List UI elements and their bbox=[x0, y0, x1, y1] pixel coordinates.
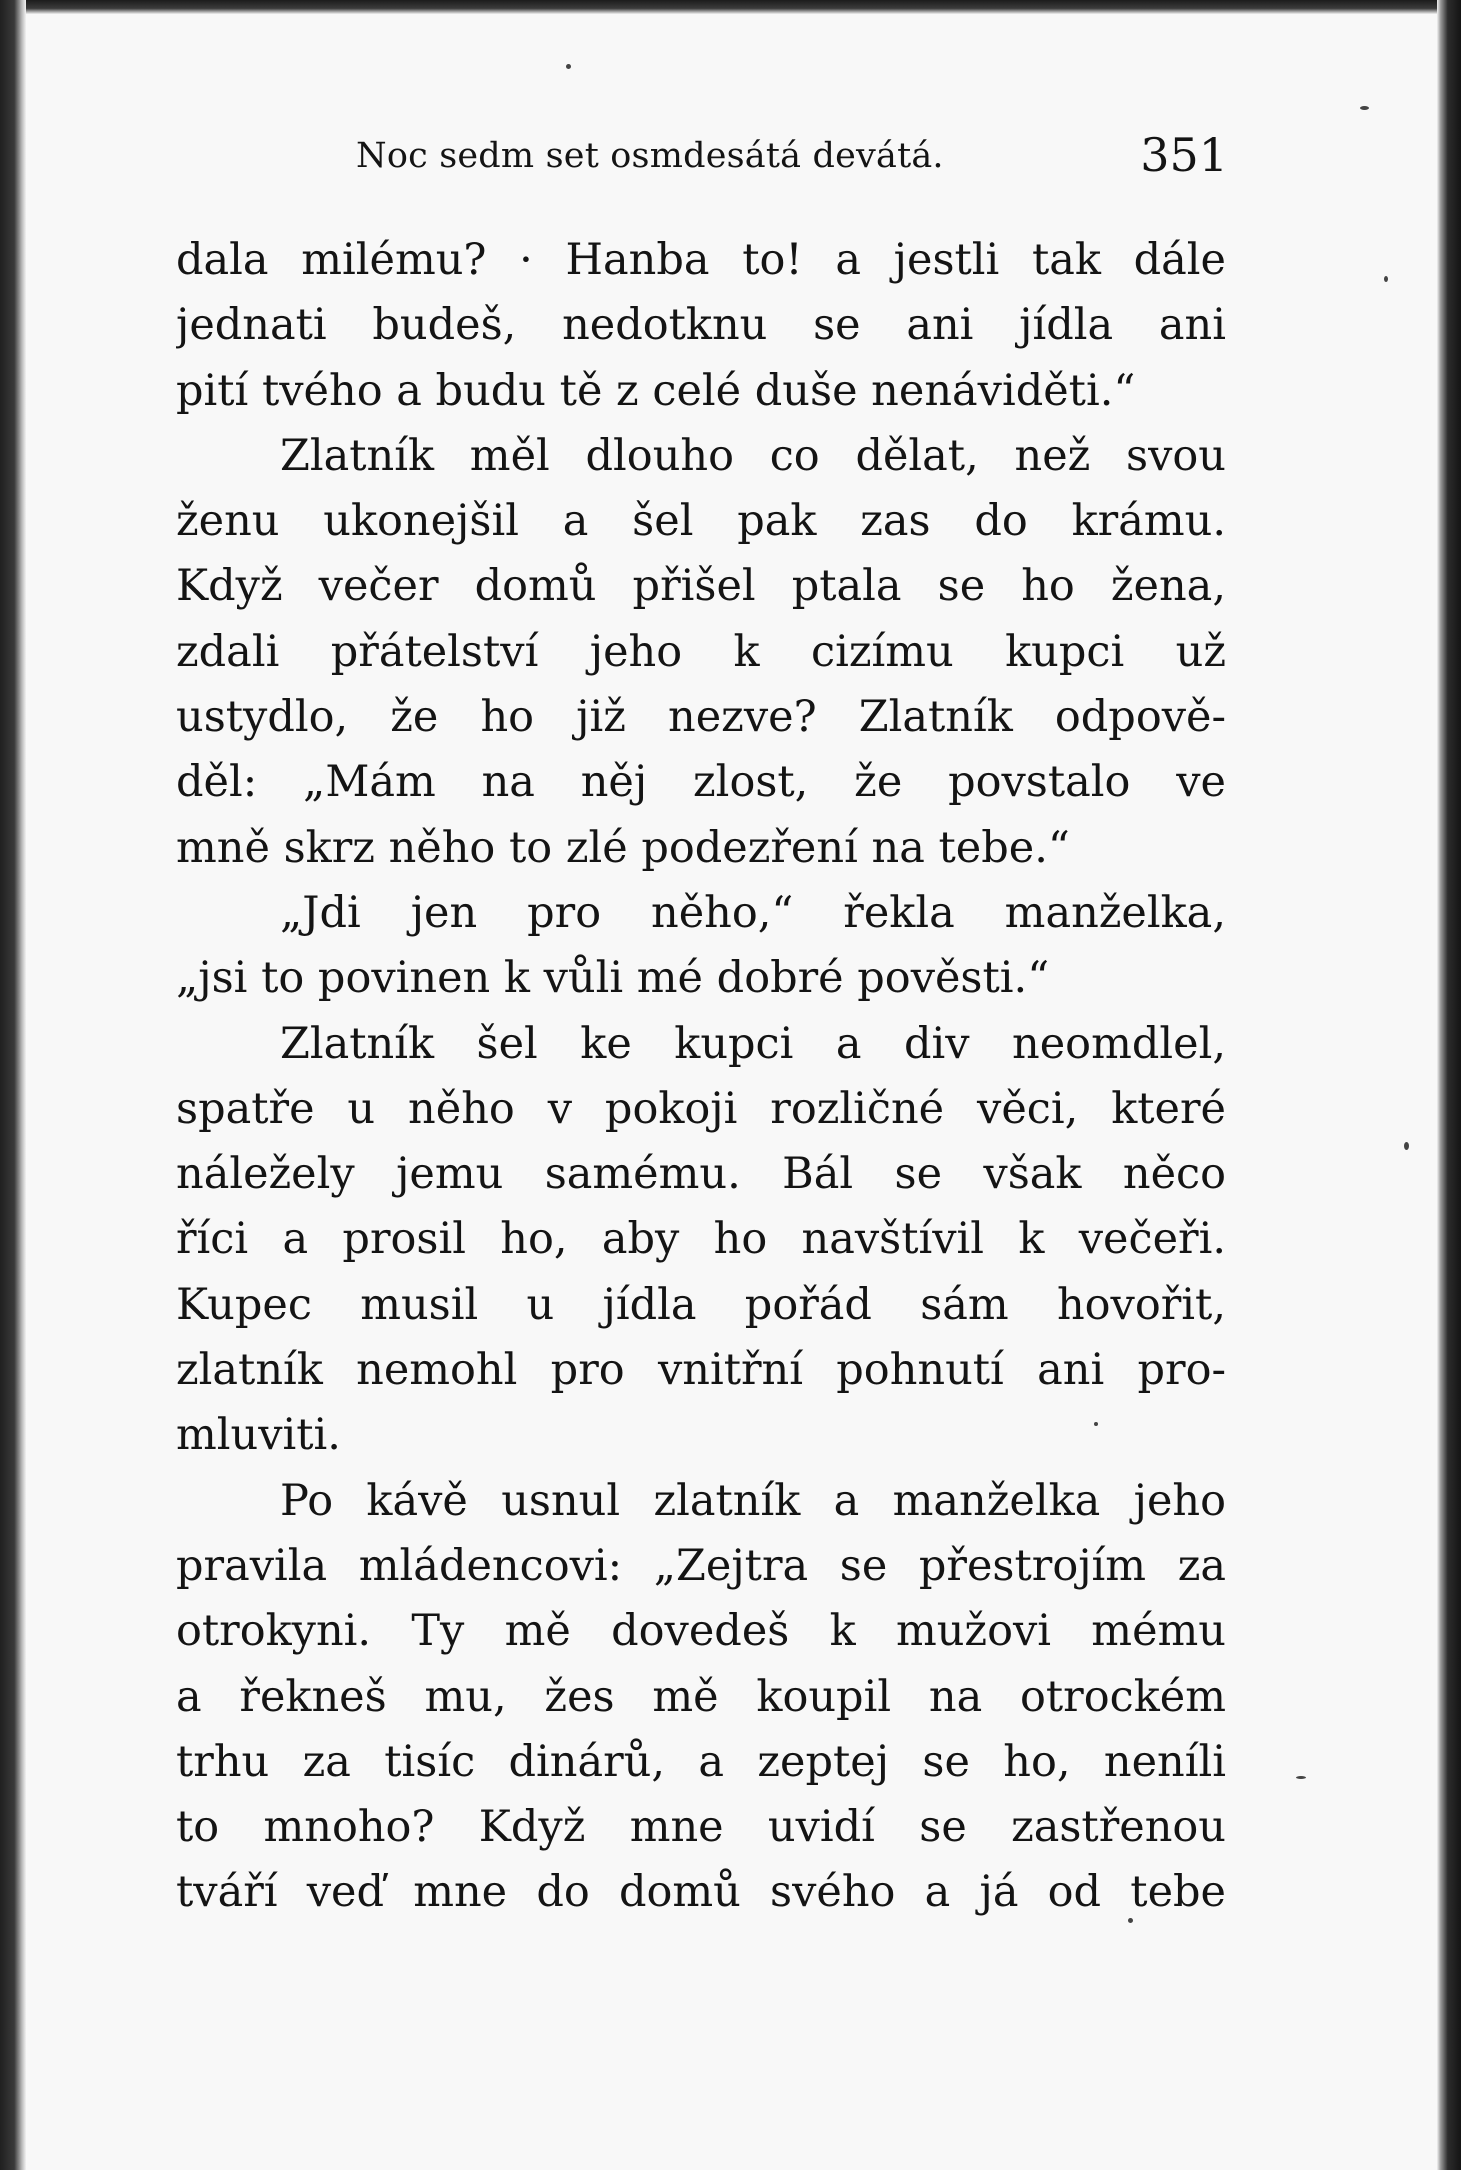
text-line: Když večer domů přišel ptala se ho žena, bbox=[176, 561, 1226, 612]
text-line: náležely jemu samému. Bál se však něco bbox=[176, 1149, 1226, 1200]
body-text bbox=[176, 228, 1226, 1926]
binding-shadow-edge bbox=[0, 0, 26, 2170]
right-shadow-edge bbox=[1437, 0, 1461, 2170]
text-line: „jsi to povinen k vůli mé dobré pověsti.“ bbox=[176, 953, 1050, 1004]
text-line: ustydlo, že ho již nezve? Zlatník odpově- bbox=[176, 692, 1226, 743]
running-head-title: Noc sedm set osmdesátá devátá. bbox=[356, 136, 944, 176]
text-line: mně skrz něho to zlé podezření na tebe.“ bbox=[176, 822, 1070, 873]
text-line: děl: „Mám na něj zlost, že povstalo ve bbox=[176, 757, 1226, 808]
text-line: trhu za tisíc dinárů, a zeptej se ho, neníli bbox=[176, 1736, 1226, 1787]
text-line: to mnoho? Když mne uvidí se zastřenou bbox=[176, 1802, 1226, 1853]
text-line: jednati budeš, nedotknu se ani jídla ani bbox=[176, 300, 1226, 351]
text-line: „Jdi jen pro něho,“ řekla manželka, bbox=[280, 887, 1226, 938]
text-line: Po kávě usnul zlatník a manželka jeho bbox=[280, 1475, 1226, 1526]
text-line: zlatník nemohl pro vnitřní pohnutí ani pro- bbox=[176, 1345, 1226, 1396]
text-line: spatře u něho v pokoji rozličné věci, které bbox=[176, 1083, 1226, 1134]
text-line: zdali přátelství jeho k cizímu kupci už bbox=[176, 626, 1226, 677]
text-line: Zlatník šel ke kupci a div neomdlel, bbox=[280, 1018, 1226, 1069]
dust-speck bbox=[1384, 276, 1388, 282]
text-line: pití tvého a budu tě z celé duše nenáviděti.“ bbox=[176, 365, 1136, 416]
text-line: dala milému? · Hanba to! a jestli tak dále bbox=[176, 235, 1226, 285]
text-line: Kupec musil u jídla pořád sám hovořit, bbox=[176, 1279, 1226, 1330]
running-head bbox=[176, 128, 1226, 188]
text-line: tváří veď mne do domů svého a já od tebe bbox=[176, 1867, 1226, 1918]
text-line: pravila mládencovi: „Zejtra se přestrojím za bbox=[176, 1540, 1226, 1591]
top-shadow-edge bbox=[0, 0, 1461, 14]
dust-speck bbox=[1360, 106, 1369, 110]
dust-speck bbox=[1404, 1142, 1409, 1150]
text-line: Zlatník měl dlouho co dělat, než svou bbox=[280, 430, 1226, 481]
dust-speck bbox=[1296, 1776, 1306, 1779]
text-line: říci a prosil ho, aby ho navštívil k večeři. bbox=[176, 1214, 1226, 1265]
text-line: mluviti. bbox=[176, 1410, 341, 1461]
book-page bbox=[176, 128, 1226, 1926]
page-number: 351 bbox=[1140, 128, 1228, 182]
dust-speck bbox=[566, 64, 571, 69]
text-line: a řekneš mu, žes mě koupil na otrockém bbox=[176, 1671, 1226, 1722]
text-line: ženu ukonejšil a šel pak zas do krámu. bbox=[176, 496, 1226, 547]
text-line: otrokyni. Ty mě dovedeš k mužovi mému bbox=[176, 1606, 1226, 1657]
